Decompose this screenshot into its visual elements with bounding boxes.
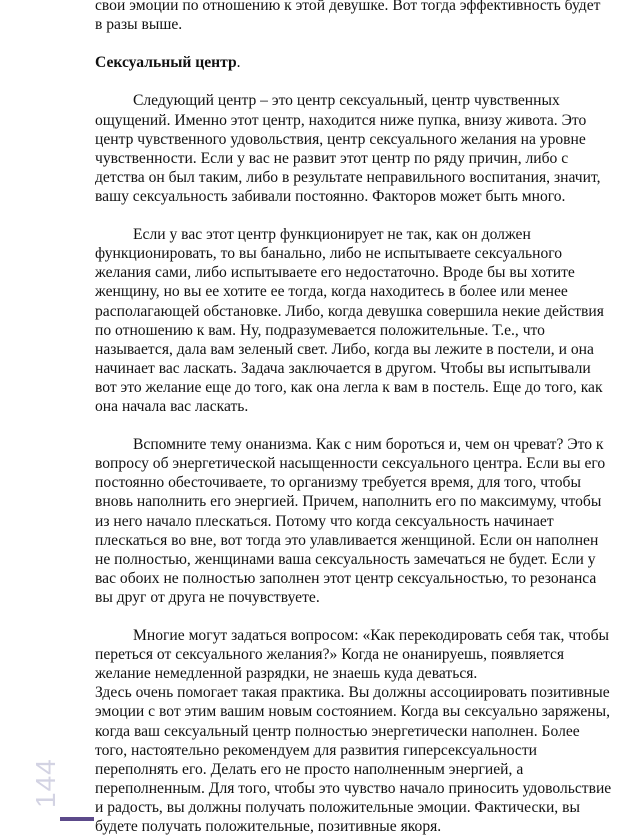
text-line: по отношению к вам. Ну, подразумевается положительные. Т.е., что <box>95 321 545 339</box>
text-line: в разы выше. <box>95 16 183 34</box>
text-line: желание немедленной разрядки, не знаешь куда деваться. <box>95 665 478 683</box>
paragraph-4 <box>95 626 617 683</box>
page-number <box>30 758 70 808</box>
text-line: называется, дала вам зеленый свет. Либо, когда вы лежите в постели, и она <box>95 340 594 358</box>
text-line: переполненным. Для того, чтобы это чувство начало приносить удовольствие <box>95 779 612 797</box>
text-line: Вспомните тему онанизма. Как с ним бороться и, чем он чреват? Это к <box>133 436 604 454</box>
text-line: и радость, вы должны получать положительные эмоции. Фактически, вы <box>95 798 580 816</box>
text-line: Если у вас этот центр функционирует не так, как он должен <box>133 226 531 244</box>
text-line: плескаться во вне, вот тогда это улавливается женщиной. Если он наполнен <box>95 531 599 549</box>
text-line: вас обоих не полностью заполнен этот центр сексуальностью, то резонанса <box>95 569 597 587</box>
text-line: переполнять его. Делать его не просто наполненным энергией, а <box>95 760 524 778</box>
text-line: Здесь очень помогает такая практика. Вы должны ассоциировать позитивные <box>95 684 610 702</box>
text-line: центр чувственного удовольствия, центр сексуального желания на уровне <box>95 130 586 148</box>
text-line: желания сами, либо испытываете его недостаточно. Вроде бы вы хотите <box>95 264 575 282</box>
text-line: не полностью, женщинами ваша сексуальность замечаться не будет. Если у <box>95 550 596 568</box>
text-line: из него начало плескаться. Потому что когда сексуальность начинает <box>95 512 554 530</box>
text-line: когда ваш сексуальный центр полностью энергетически наполнен. Более <box>95 722 580 740</box>
footer-accent-bar <box>60 817 94 821</box>
heading-title: Сексуальный центр <box>95 54 237 72</box>
text-line: функционировать, то вы банально, либо не испытываете сексуального <box>95 245 563 263</box>
text-line: ощущений. Именно этот центр, находится ниже пупка, внизу живота. Это <box>95 111 587 129</box>
text-line: свои эмоции по отношению к этой девушке. Вот тогда эффективность будет <box>95 0 601 14</box>
page-number-text: 144 <box>30 758 61 808</box>
paragraph-1 <box>95 91 617 206</box>
text-line: будете получать положительные, позитивные якоря. <box>95 818 442 836</box>
text-line: вопросу об энергетической насыщенности сексуального центра. Если вы его <box>95 455 606 473</box>
opening-lines <box>95 0 617 34</box>
text-line: вы друг от друга не почувствуете. <box>95 588 320 606</box>
text-line: того, настоятельно рекомендуем для развития гиперсексуальности <box>95 741 537 759</box>
text-line: постоянно обесточиваете, то организму требуется время, для того, чтобы <box>95 474 581 492</box>
text-line: вашу сексуальность забивали постоянно. Факторов может быть много. <box>95 187 566 205</box>
text-line: начинает вас ласкать. Задача заключается в другом. Чтобы вы испытывали <box>95 359 591 377</box>
paragraph-3 <box>95 435 617 607</box>
text-line: женщину, но вы ее хотите ее тогда, когда находитесь в более или менее <box>95 283 568 301</box>
text-line: детства он был таким, либо в результате неправильного воспитания, значит, <box>95 168 601 186</box>
page-text <box>95 0 617 836</box>
text-line: чувственности. Если у вас не развит этот центр по ряду причин, либо с <box>95 149 569 167</box>
text-line: переться от сексуального желания?» Когда не онанируешь, появляется <box>95 646 565 664</box>
paragraph-5 <box>95 683 617 836</box>
text-line: она начала вас ласкать. <box>95 397 249 415</box>
text-line: располагающей обстановке. Либо, когда девушка совершила некие действия <box>95 302 604 320</box>
text-line: вот это желание еще до того, как она легла к вам в постель. Еще до того, как <box>95 378 603 396</box>
heading-period: . <box>236 54 241 72</box>
text-line: Многие могут задаться вопросом: «Как перекодировать себя так, чтобы <box>133 627 609 645</box>
text-line: Следующий центр – это центр сексуальный, центр чувственных <box>133 92 560 110</box>
paragraph-2 <box>95 225 617 416</box>
text-line: вновь наполнить его энергией. Причем, наполнить его по максимуму, чтобы <box>95 493 602 511</box>
section-heading <box>95 53 617 72</box>
text-line: эмоции с вот этим вашим новым состоянием. Когда вы сексуально заряжены, <box>95 703 610 721</box>
